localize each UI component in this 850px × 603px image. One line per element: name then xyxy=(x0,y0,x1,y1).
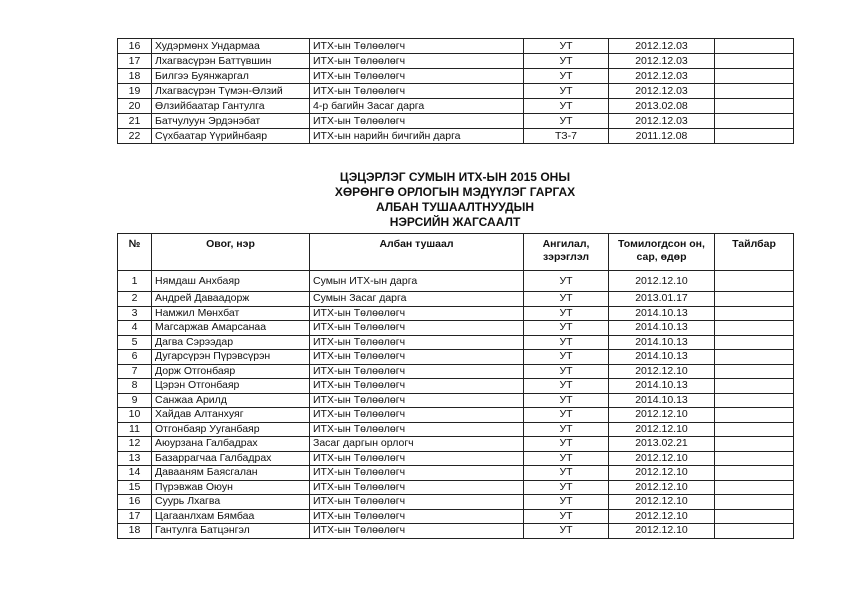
table-row xyxy=(118,437,794,452)
cell-category: УТ xyxy=(524,364,609,379)
cell-no: 8 xyxy=(118,379,152,394)
officials-table xyxy=(117,233,794,539)
cell-category: УТ xyxy=(524,408,609,423)
cell-date: 2014.10.13 xyxy=(609,379,715,394)
cell-note xyxy=(715,408,794,423)
cell-category: УТ xyxy=(524,335,609,350)
cell-category: УТ xyxy=(524,84,609,99)
heading-line-1: ЦЭЦЭРЛЭГ СУМЫН ИТХ-ЫН 2015 ОНЫ xyxy=(339,170,571,184)
cell-name: Өлзийбаатар Гантулга xyxy=(152,99,310,114)
table-row xyxy=(118,321,794,336)
table-row xyxy=(118,451,794,466)
cell-no: 11 xyxy=(118,422,152,437)
cell-no: 19 xyxy=(118,84,152,99)
header-note: Тайлбар xyxy=(715,234,794,271)
cell-category: ТЗ-7 xyxy=(524,129,609,144)
cell-position: ИТХ-ын Төлөөлөгч xyxy=(310,422,524,437)
cell-date: 2014.10.13 xyxy=(609,335,715,350)
cell-category: УТ xyxy=(524,524,609,539)
cell-position: ИТХ-ын Төлөөлөгч xyxy=(310,114,524,129)
cell-name: Магсаржав Амарсанаа xyxy=(152,321,310,336)
cell-category: УТ xyxy=(524,321,609,336)
cell-no: 9 xyxy=(118,393,152,408)
cell-no: 2 xyxy=(118,292,152,307)
cell-name: Худэрмөнх Ундармаа xyxy=(152,39,310,54)
cell-note xyxy=(715,99,794,114)
cell-category: УТ xyxy=(524,306,609,321)
cell-date: 2013.02.08 xyxy=(609,99,715,114)
table-row xyxy=(118,393,794,408)
heading-line-2: ХӨРӨНГӨ ОРЛОГЫН МЭДҮҮЛЭГ ГАРГАХ xyxy=(334,185,576,199)
table-row xyxy=(118,379,794,394)
cell-date: 2012.12.03 xyxy=(609,54,715,69)
cell-note xyxy=(715,292,794,307)
cell-no: 22 xyxy=(118,129,152,144)
cell-note xyxy=(715,480,794,495)
cell-position: ИТХ-ын Төлөөлөгч xyxy=(310,335,524,350)
cell-category: УТ xyxy=(524,451,609,466)
cell-no: 6 xyxy=(118,350,152,365)
cell-name: Андрей Даваадорж xyxy=(152,292,310,307)
cell-date: 2012.12.03 xyxy=(609,84,715,99)
cell-note xyxy=(715,524,794,539)
cell-name: Базаррагчаа Галбадрах xyxy=(152,451,310,466)
cell-name: Батчулуун Эрдэнэбат xyxy=(152,114,310,129)
cell-date: 2012.12.10 xyxy=(609,364,715,379)
cell-name: Цагаанлхам Бямбаа xyxy=(152,509,310,524)
cell-category: УТ xyxy=(524,114,609,129)
cell-category: УТ xyxy=(524,509,609,524)
cell-name: Сүхбаатар Үүрийнбаяр xyxy=(152,129,310,144)
table-row xyxy=(118,84,794,99)
cell-note xyxy=(715,495,794,510)
table-row xyxy=(118,271,794,292)
cell-note xyxy=(715,509,794,524)
cell-note xyxy=(715,306,794,321)
table-row xyxy=(118,39,794,54)
cell-date: 2011.12.08 xyxy=(609,129,715,144)
cell-date: 2012.12.10 xyxy=(609,466,715,481)
cell-note xyxy=(715,393,794,408)
cell-category: УТ xyxy=(524,480,609,495)
cell-no: 17 xyxy=(118,509,152,524)
cell-position: ИТХ-ын Төлөөлөгч xyxy=(310,451,524,466)
cell-position: 4-р багийн Засаг дарга xyxy=(310,99,524,114)
cell-date: 2012.12.10 xyxy=(609,422,715,437)
cell-date: 2012.12.03 xyxy=(609,114,715,129)
cell-note xyxy=(715,114,794,129)
cell-position: Засаг даргын орлогч xyxy=(310,437,524,452)
cell-position: ИТХ-ын Төлөөлөгч xyxy=(310,393,524,408)
cell-position: ИТХ-ын Төлөөлөгч xyxy=(310,350,524,365)
cell-position: ИТХ-ын Төлөөлөгч xyxy=(310,306,524,321)
cell-position: ИТХ-ын Төлөөлөгч xyxy=(310,509,524,524)
cell-note xyxy=(715,466,794,481)
cell-position: ИТХ-ын Төлөөлөгч xyxy=(310,69,524,84)
cell-category: УТ xyxy=(524,495,609,510)
cell-position: ИТХ-ын Төлөөлөгч xyxy=(310,54,524,69)
cell-note xyxy=(715,335,794,350)
cell-note xyxy=(715,321,794,336)
cell-note xyxy=(715,451,794,466)
cell-name: Намжил Мөнхбат xyxy=(152,306,310,321)
cell-date: 2012.12.10 xyxy=(609,271,715,292)
cell-date: 2012.12.10 xyxy=(609,408,715,423)
cell-no: 1 xyxy=(118,271,152,292)
cell-position: ИТХ-ын Төлөөлөгч xyxy=(310,39,524,54)
table-row xyxy=(118,350,794,365)
cell-date: 2014.10.13 xyxy=(609,350,715,365)
header-category-line-2: зэрэглэл xyxy=(542,251,590,263)
header-date xyxy=(609,234,715,271)
cell-category: УТ xyxy=(524,292,609,307)
heading-line-4: НЭРСИЙН ЖАГСААЛТ xyxy=(389,215,521,229)
cell-no: 21 xyxy=(118,114,152,129)
cell-date: 2014.10.13 xyxy=(609,306,715,321)
cell-category: УТ xyxy=(524,393,609,408)
cell-date: 2012.12.10 xyxy=(609,524,715,539)
cell-note xyxy=(715,69,794,84)
cell-category: УТ xyxy=(524,466,609,481)
cell-category: УТ xyxy=(524,99,609,114)
cell-no: 14 xyxy=(118,466,152,481)
cell-position: ИТХ-ын Төлөөлөгч xyxy=(310,84,524,99)
cell-name: Пүрэвжав Оюун xyxy=(152,480,310,495)
cell-name: Нямдаш Анхбаяр xyxy=(152,271,310,292)
table-row xyxy=(118,495,794,510)
table-row xyxy=(118,408,794,423)
cell-no: 17 xyxy=(118,54,152,69)
cell-category: УТ xyxy=(524,379,609,394)
cell-note xyxy=(715,129,794,144)
cell-name: Хайдав Алтанхуяг xyxy=(152,408,310,423)
cell-position: ИТХ-ын Төлөөлөгч xyxy=(310,524,524,539)
table-row xyxy=(118,292,794,307)
cell-date: 2012.12.10 xyxy=(609,495,715,510)
cell-category: УТ xyxy=(524,437,609,452)
table-row xyxy=(118,509,794,524)
cell-note xyxy=(715,54,794,69)
cell-no: 20 xyxy=(118,99,152,114)
header-name: Овог, нэр xyxy=(152,234,310,271)
table-row xyxy=(118,129,794,144)
header-no: № xyxy=(118,234,152,271)
table-row xyxy=(118,466,794,481)
cell-category: УТ xyxy=(524,54,609,69)
cell-position: ИТХ-ын Төлөөлөгч xyxy=(310,466,524,481)
table-row xyxy=(118,364,794,379)
cell-name: Аюурзана Галбадрах xyxy=(152,437,310,452)
document-heading xyxy=(117,170,793,230)
cell-date: 2013.02.21 xyxy=(609,437,715,452)
cell-note xyxy=(715,350,794,365)
cell-no: 7 xyxy=(118,364,152,379)
continuation-table xyxy=(117,38,794,144)
heading-line-3: АЛБАН ТУШААЛТНУУДЫН xyxy=(375,200,535,214)
cell-note xyxy=(715,379,794,394)
cell-no: 18 xyxy=(118,524,152,539)
cell-date: 2012.12.10 xyxy=(609,451,715,466)
cell-position: ИТХ-ын нарийн бичгийн дарга xyxy=(310,129,524,144)
cell-no: 16 xyxy=(118,39,152,54)
cell-no: 5 xyxy=(118,335,152,350)
cell-date: 2012.12.03 xyxy=(609,39,715,54)
cell-name: Лхагвасүрэн Баттүвшин xyxy=(152,54,310,69)
cell-name: Лхагвасүрэн Түмэн-Өлзий xyxy=(152,84,310,99)
cell-name: Отгонбаяр Ууганбаяр xyxy=(152,422,310,437)
cell-no: 18 xyxy=(118,69,152,84)
cell-no: 3 xyxy=(118,306,152,321)
cell-position: ИТХ-ын Төлөөлөгч xyxy=(310,408,524,423)
cell-name: Цэрэн Отгонбаяр xyxy=(152,379,310,394)
cell-category: УТ xyxy=(524,422,609,437)
cell-no: 12 xyxy=(118,437,152,452)
cell-note xyxy=(715,39,794,54)
cell-note xyxy=(715,271,794,292)
cell-position: ИТХ-ын Төлөөлөгч xyxy=(310,495,524,510)
table-row xyxy=(118,69,794,84)
cell-date: 2014.10.13 xyxy=(609,321,715,336)
cell-date: 2013.01.17 xyxy=(609,292,715,307)
table-row xyxy=(118,54,794,69)
table-row xyxy=(118,99,794,114)
cell-no: 16 xyxy=(118,495,152,510)
header-date-line-1: Томилогдсон он, xyxy=(618,238,705,250)
cell-position: ИТХ-ын Төлөөлөгч xyxy=(310,480,524,495)
cell-name: Гантулга Батцэнгэл xyxy=(152,524,310,539)
cell-name: Дагва Сэрээдар xyxy=(152,335,310,350)
officials-table-body xyxy=(118,271,794,539)
header-date-line-2: сар, өдөр xyxy=(636,251,687,263)
cell-note xyxy=(715,422,794,437)
cell-name: Суурь Лхагва xyxy=(152,495,310,510)
cell-no: 4 xyxy=(118,321,152,336)
cell-position: Сумын ИТХ-ын дарга xyxy=(310,271,524,292)
cell-category: УТ xyxy=(524,39,609,54)
cell-date: 2012.12.03 xyxy=(609,69,715,84)
cell-category: УТ xyxy=(524,69,609,84)
table-row xyxy=(118,306,794,321)
cell-category: УТ xyxy=(524,271,609,292)
cell-no: 13 xyxy=(118,451,152,466)
cell-position: ИТХ-ын Төлөөлөгч xyxy=(310,364,524,379)
header-category xyxy=(524,234,609,271)
continuation-table-body xyxy=(118,39,794,144)
table-row xyxy=(118,422,794,437)
cell-no: 15 xyxy=(118,480,152,495)
cell-name: Давааням Баясгалан xyxy=(152,466,310,481)
cell-no: 10 xyxy=(118,408,152,423)
header-category-line-1: Ангилал, xyxy=(542,238,590,250)
cell-position: ИТХ-ын Төлөөлөгч xyxy=(310,321,524,336)
cell-note xyxy=(715,437,794,452)
header-position: Албан тушаал xyxy=(310,234,524,271)
cell-date: 2014.10.13 xyxy=(609,393,715,408)
cell-position: ИТХ-ын Төлөөлөгч xyxy=(310,379,524,394)
table-row xyxy=(118,114,794,129)
cell-name: Санжаа Арилд xyxy=(152,393,310,408)
table-row xyxy=(118,480,794,495)
cell-category: УТ xyxy=(524,350,609,365)
cell-note xyxy=(715,84,794,99)
cell-name: Билгээ Буянжаргал xyxy=(152,69,310,84)
cell-name: Дорж Отгонбаяр xyxy=(152,364,310,379)
cell-date: 2012.12.10 xyxy=(609,509,715,524)
table-row xyxy=(118,524,794,539)
cell-note xyxy=(715,364,794,379)
cell-date: 2012.12.10 xyxy=(609,480,715,495)
cell-name: Дугарсүрэн Пүрэвсүрэн xyxy=(152,350,310,365)
table-row xyxy=(118,335,794,350)
table-header-row xyxy=(118,234,794,271)
cell-position: Сумын Засаг дарга xyxy=(310,292,524,307)
